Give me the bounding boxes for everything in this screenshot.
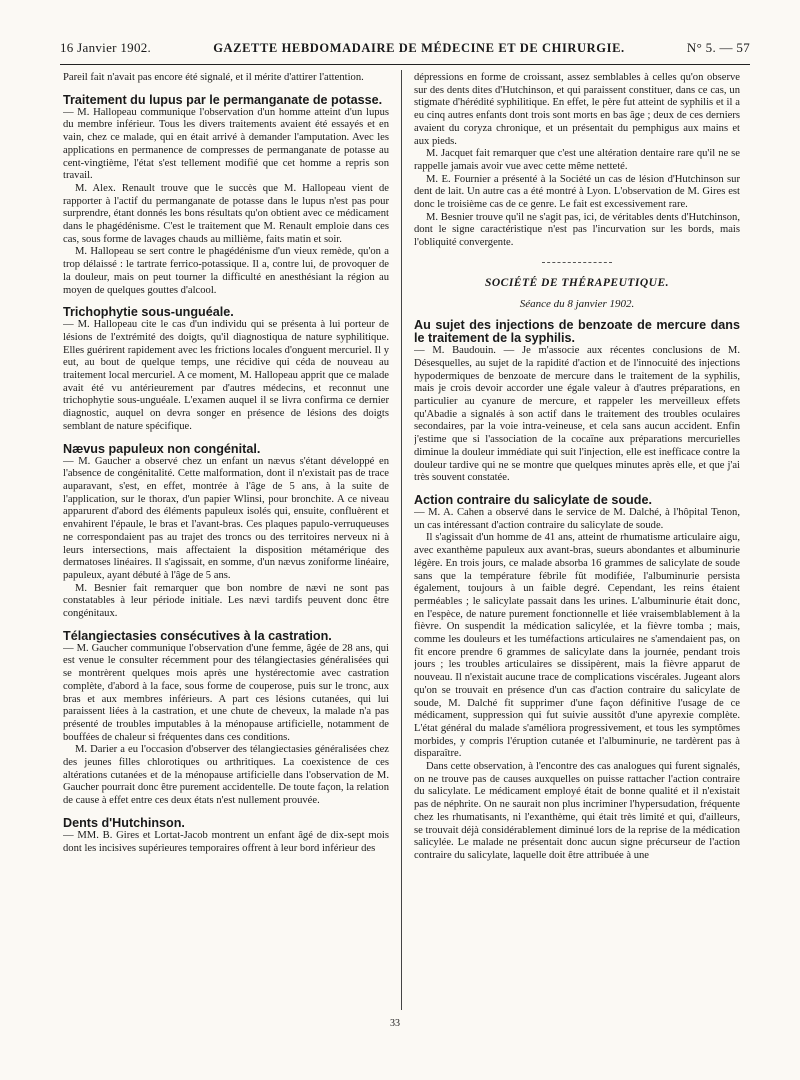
section-separator — [542, 262, 612, 263]
paragraph: Pareil fait n'avait pas encore été signalé, et il mérite d'attirer l'attention. — [63, 72, 364, 83]
section-heading-naevus: Nævus papuleux non congénital. — [63, 441, 261, 456]
folio-number: 33 — [390, 1018, 400, 1029]
journal-title: GAZETTE HEBDOMADAIRE DE MÉDECINE ET DE CHIRURGIE. — [213, 41, 625, 55]
paragraph: — M. A. Cahen a observé dans le service de M. Dalché, à l'hôpital Tenon, un cas intéressant d'action contraire du salicylate de soude. — [414, 506, 740, 531]
paragraph: — M. Gaucher a observé chez un enfant un nævus s'étant développé en l'absence de congénitalité. Cette malformation, dont il n'existait pas de trace auparavant, s'est, en effet, montrée à l'âge de 5 ans, à la suite de l'application, sur le thorax, d'un papier Wlinsi, pour bronchite. A ce niveau apparurent d'abord des éléments papuleux isolés qui, ensuite, confluèrent et envahirent l'épaule, le bras et l'avant-bras. Ces plaques papulo-verruqueuses ne correspondaient pas au trajet des troncs ou des territoires nerveux ni à leurs intersections, mais affectaient la disposition métamérique des dermatoses linéaires. Il s'agissait, en somme, d'un nævus zoniforme linéaire, papuleux, ayant débuté à l'âge de 5 ans. — [63, 455, 389, 581]
paragraph: — M. Gaucher communique l'observation d'une femme, âgée de 28 ans, qui est venue le consulter récemment pour des télangiectasies généralisées qui se montrèrent quelques mois après une hystérectomie avec castration complète, d'abord à la face, sous forme de couperose, puis sur le tronc, aux bras et aux membres inférieurs. A part ces lésions cutanées, qui lui paraissent liées à la castration, et une chute de cheveux, la malade n'a pas présenté de troubles imputables à la ménopause artificielle, notamment de bouffées de chaleur si fréquentes dans ces conditions. — [63, 642, 389, 743]
paragraph: — M. Hallopeau cite le cas d'un individu qui se présenta à lui porteur de lésions de l'extrémité des doigts, qu'il diagnostiqua de nature syphilitique. Elles guérirent rapidement avec les frictions locales d'onguent mercuriel. Il y eut, au bout de quelque temps, une récidive qui céda de nouveau au traitement local mercuriel. A ce moment, M. Hallopeau apprit que ce malade avait été vu antérieurement par d'autres médecins, et reconnut une trichophytie sous-unguéale. L'examen auquel il se livra confirma ce dernier diagnostic, auquel on devra songer en présence de lésions des doigts semblant de nature spécifique. — [63, 319, 389, 432]
header-date: 16 Janvier 1902. — [60, 40, 152, 55]
paragraph: M. Hallopeau se sert contre le phagédénisme d'un vieux remède, qu'on a trop délaissé : le tartrate ferrico-potassique. Il a, contre lui, de provoquer de la douleur, mais on peut tourner la difficulté en anesthésiant la région au moyen de quelques gouttes d'alcool. — [63, 246, 389, 296]
paragraph: Dans cette observation, à l'encontre des cas analogues qui furent signalés, on ne trouve pas de causes auxquelles on puisse rattacher l'action contraire du salicylate. Le médicament employé était de bonne qualité et il n'existait pas de néphrite. On ne saurait non plus incriminer l'hypersudation, fréquente chez les rhumatisants, ni l'exanthème, qui était très limité et qui, d'ailleurs, se trouvait déjà considérablement diminué lors de la reprise de la médication salicylée. Le malade ne présentait donc aucun signe précurseur de l'action contraire du salicylate, laquelle doit être attribuée à une — [414, 761, 740, 861]
society-heading: SOCIÉTÉ DE THÉRAPEUTIQUE. — [484, 276, 670, 289]
session-date: Séance du 8 janvier 1902. — [519, 297, 635, 310]
paragraph: M. Besnier trouve qu'il ne s'agit pas, ici, de véritables dents d'Hutchinson, dont le signe caractéristique n'est pas l'incurvation sur les bords, mais l'obliquité convergente. — [414, 211, 740, 249]
header-rule — [60, 64, 750, 65]
paragraph: Il s'agissait d'un homme de 41 ans, atteint de rhumatisme articulaire aigu, avec exanthème papuleux aux avant-bras, sueurs abondantes et albuminurie légère. En trois jours, ce malade absorba 16 grammes de salicylate de soude sans que la température fébrile fût modifiée, l'albuminurie persista également, toujours à un faible degré. Cependant, les reins étaient perméables ; le salicylate passait dans les urines. L'albuminurie était donc, en l'espèce, de nature purement fonctionnelle et liée vraisemblablement à la fièvre. On suspendit la médication salicylée, et la fièvre tomba ; mais, comme les douleurs et les tuméfactions articulaires ne s'amendaient pas, on fit encore prendre 6 grammes de salicylate dans la journée, pendant trois jours ; les troubles articulaires se dissipèrent, mais la fièvre apparut de nouveau. Il n'existait aucune trace de complications viscérales. Jugeant alors qu'on se trouvait en présence d'un cas d'action contraire du salicylate de soude, M. Dalché fit supprimer d'une façon définitive l'usage de ce médicament, suppression qui fut suivie aussitôt d'une apyrexie complète. L'état général du malade s'améliora progressivement, et tous les symptômes morbides, y compris l'éruption cutanée et l'albuminurie, ne tardèrent pas à disparaître. — [414, 532, 740, 760]
paragraph: M. E. Fournier a présenté à la Société un cas de lésion d'Hutchinson sur dent de lait. Un autre cas a été montré à Lyon. L'observation de M. Gires est donc le troisième cas de ce genre. Le fait est excessivement rare. — [414, 173, 740, 211]
section-heading-trichophytie: Trichophytie sous-unguéale. — [63, 305, 234, 320]
right-column — [414, 72, 740, 1007]
section-heading-telangiectasies: Télangiectasies consécutives à la castration. — [63, 628, 332, 643]
paragraph: — M. Hallopeau communique l'observation d'un homme atteint d'un lupus du membre inférieur. Tous les divers traitements avaient été essayés et en vain, chez ce malade, qui en était arrivé à demander l'amputation. Avec les applications en permanence de compresses de permanganate de potasse au cent-vingtième, l'état s'est tellement modifié que cet homme a repris son travail. — [63, 106, 389, 182]
paragraph: — MM. B. Gires et Lortat-Jacob montrent un enfant âgé de dix-sept mois dont les incisives supérieures temporaires offrent à leur bord inférieur des — [63, 829, 389, 854]
paragraph: — M. Baudouin. — Je m'associe aux récentes conclusions de M. Désesquelles, au sujet de la rapidité d'action et de l'innocuité des injections hypodermiques de benzoate de mercure dans le traitement de la syphilis, mais je crois devoir accorder une égale valeur à d'autres préparations, en particulier au cyanure de mercure, et rappeler les merveilleux effets qu'Abadie a signalés à son actif dans le traitement des troubles oculaires secondaires, par la voie intra-veineuse, et cela sans aucun accident. Enfin j'estime que si l'association de la cocaïne aux préparations mercurielles diminue la douleur immédiate qui suit l'injection, elle est inefficace contre la douleur tardive qui ne se montre que quelques minutes après elle, et que j'ai très souvent constatée. — [414, 345, 740, 484]
left-column — [63, 72, 389, 1007]
issue-page-number: N° 5. — 57 — [686, 40, 750, 55]
paragraph: dépressions en forme de croissant, assez semblables à celles qu'on observe sur des dents dites d'Hutchinson, et qui paraissent constituer, dans ce cas, un stigmate d'hérédité syphilitique. En effet, le père fut atteint de syphilis et il a eu cinq autres enfants dont trois sont morts en bas âge ; deux de ces derniers avaient du coryza chronique, et un présentait du pemphigus aux mains et aux pieds. — [414, 72, 740, 147]
section-heading-hutchinson: Dents d'Hutchinson. — [63, 815, 185, 830]
paragraph: M. Alex. Renault trouve que le succès que M. Hallopeau vient de rapporter à l'actif du permanganate de potasse dans le lupus n'est pas pour surprendre, étant donnés les bons résultats qu'on obtient avec ce médicament dans le phagédénisme. C'est le traitement que M. Renault emploie dans ces cas, sous forme de lavages chauds au millième, faits matin et soir. — [63, 182, 389, 245]
paragraph: M. Jacquet fait remarquer que c'est une altération dentaire rare qu'il ne se rappelle jamais avoir vue avec cette même netteté. — [414, 148, 740, 172]
paragraph: M. Besnier fait remarquer que bon nombre de nævi ne sont pas constatables à leur période initiale. Les nævi tardifs peuvent donc être congénitaux. — [63, 582, 389, 620]
running-header — [60, 40, 750, 62]
paragraph: M. Darier a eu l'occasion d'observer des télangiectasies généralisées chez des jeunes filles chlorotiques ou arthritiques. La coexistence de ces altérations cutanées et de la ménopause artificielle dans l'observation de M. Gaucher pourrait donc être purement accidentelle. De toute façon, la relation de cause à effet entre ces deux états n'est nullement prouvée. — [63, 744, 389, 807]
column-divider — [401, 70, 402, 1010]
section-heading-benzoate: Au sujet des injections de benzoate de mercure dans le traitement de la syphilis. — [414, 318, 740, 346]
section-heading-salicylate: Action contraire du salicylate de soude. — [414, 492, 652, 507]
section-heading-lupus: Traitement du lupus par le permanganate de potasse. — [63, 92, 383, 107]
